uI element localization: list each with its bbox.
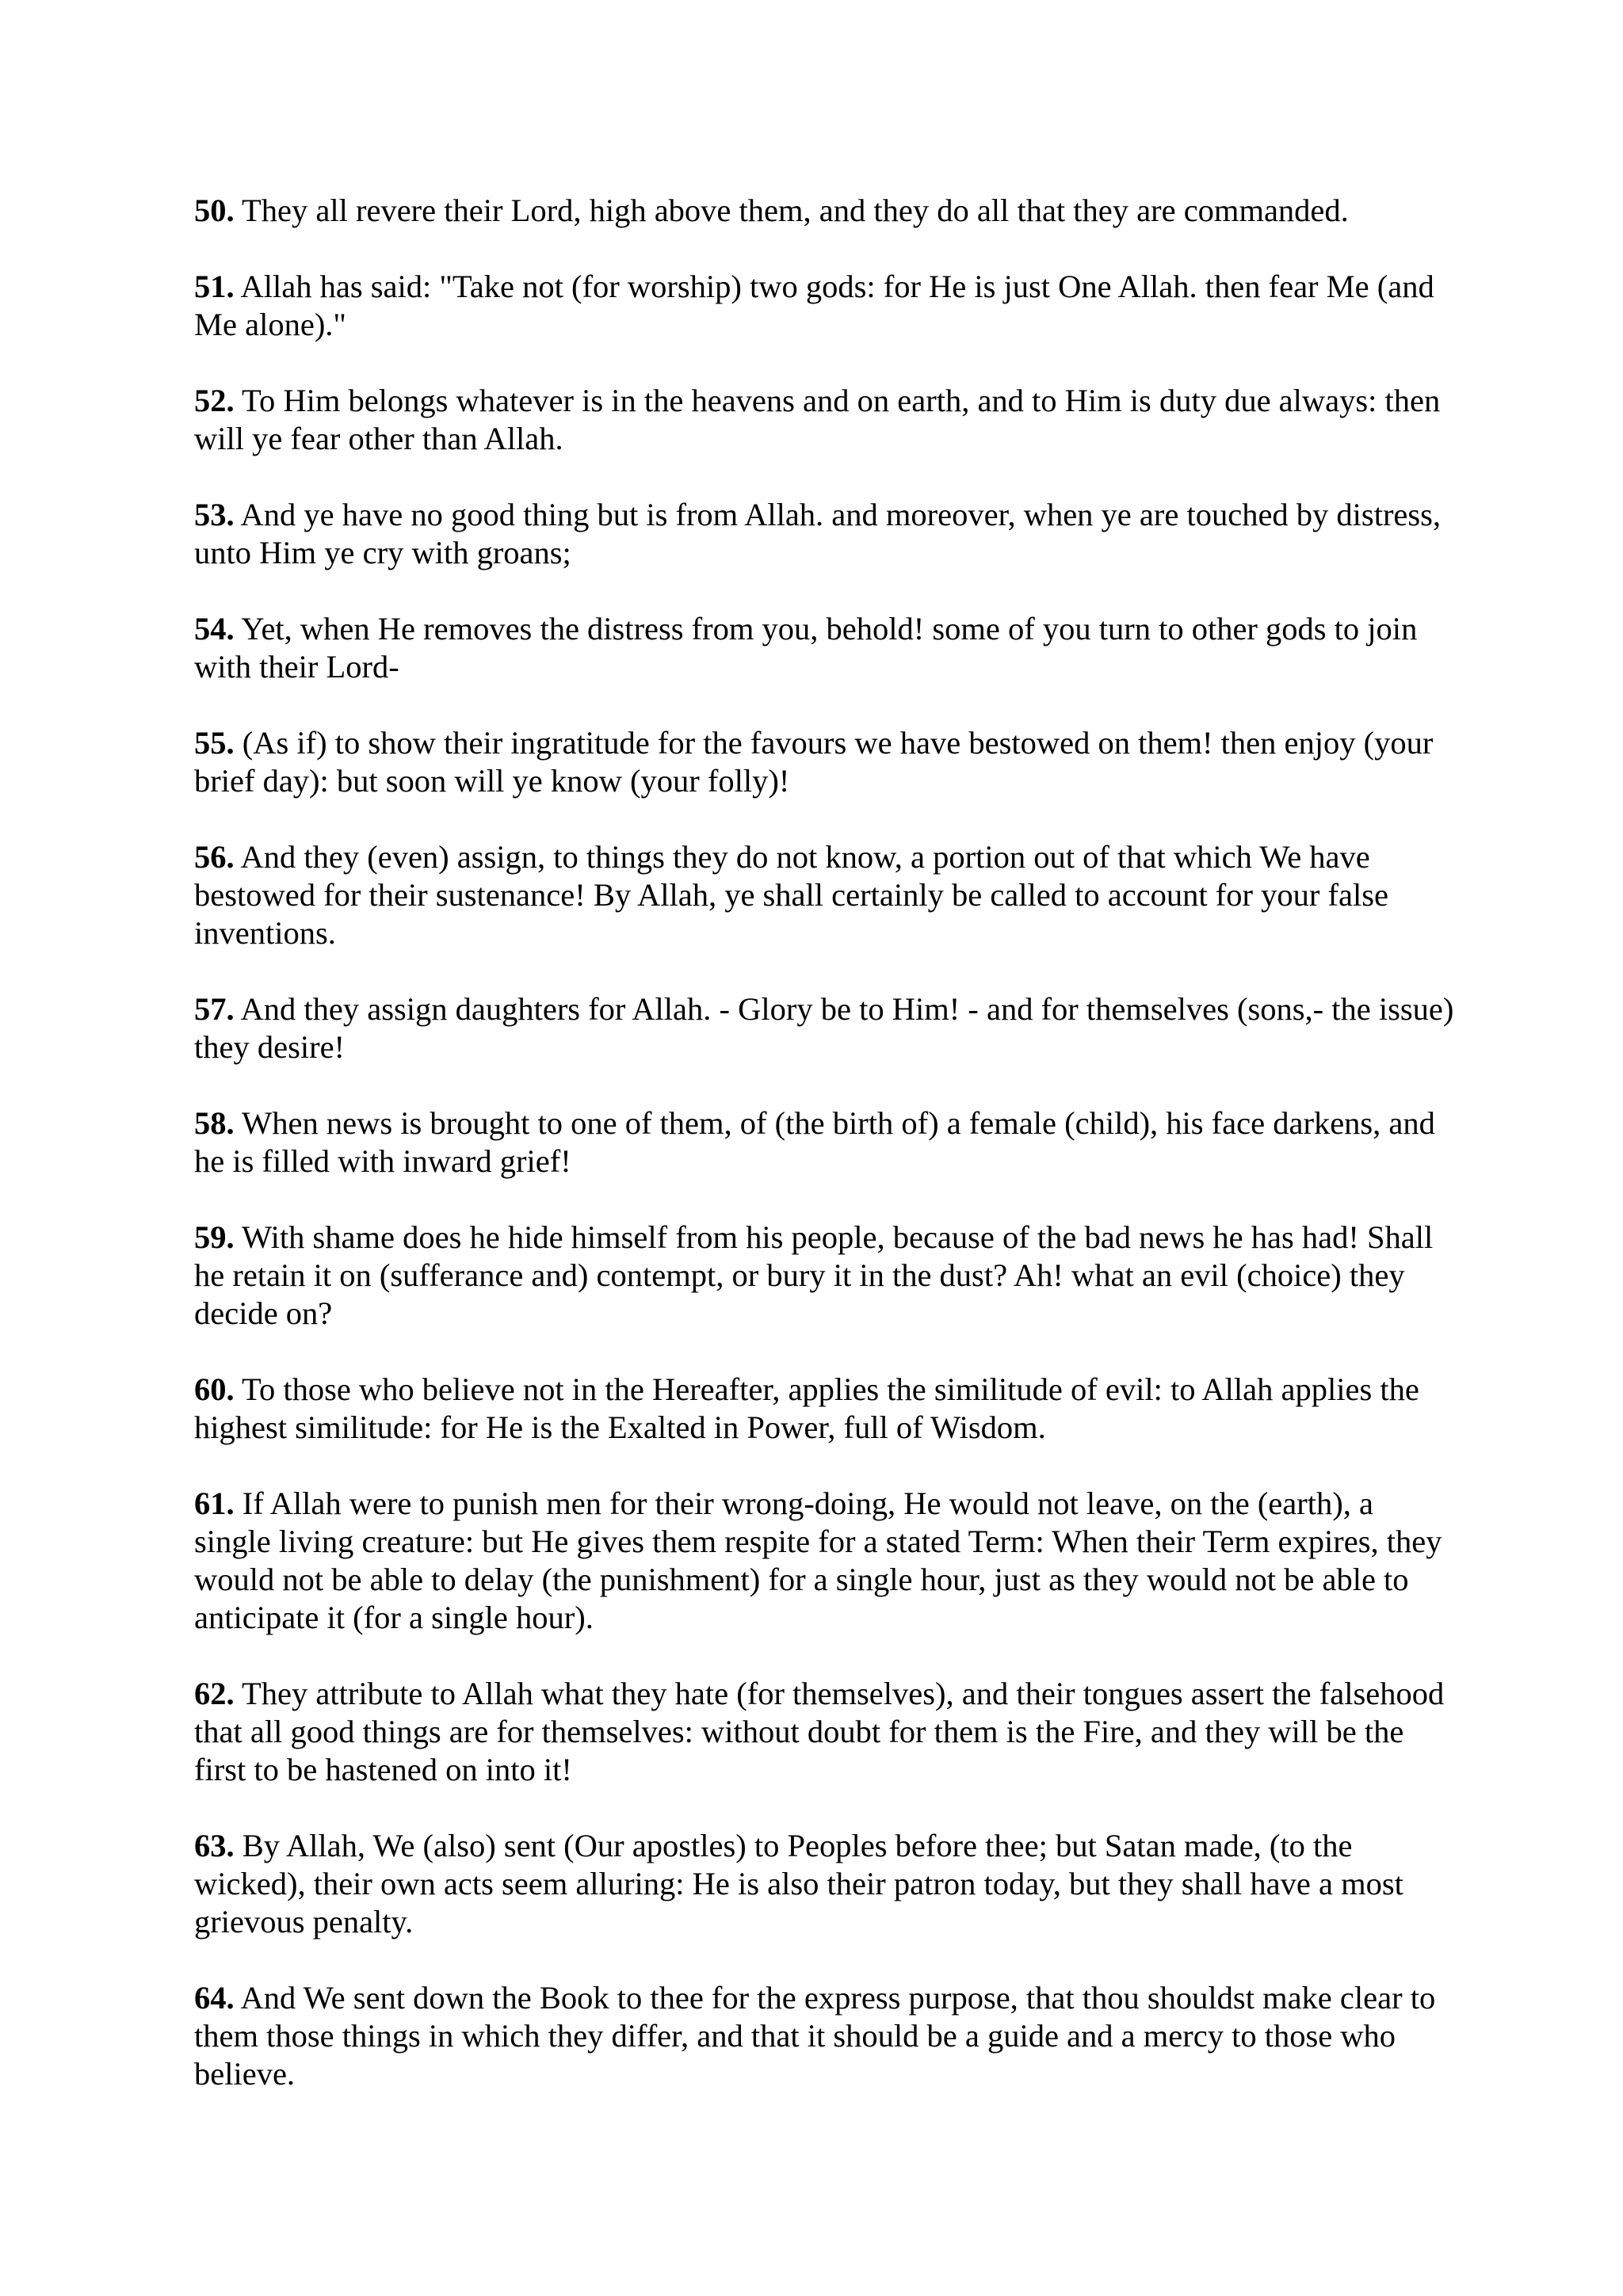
verse-number: 59.	[194, 1219, 235, 1255]
verse-58	[194, 1104, 1454, 1180]
verse-number: 53.	[194, 497, 235, 532]
verse-55	[194, 724, 1454, 800]
verse-list	[194, 192, 1454, 2131]
verse-text: To those who believe not in the Hereafter, applies the similitude of evil: to Allah applies the highest similitude: for He is the Exalted in Power, full of Wisdom.	[194, 1371, 1419, 1445]
verse-text: If Allah were to punish men for their wrong-doing, He would not leave, on the (earth), a single living creature: but He gives them respite for a stated Term: When their Term expires, they would not be able to delay (the punishment) for a single hour, just as they would not be able to anticipate it (for a single hour).	[194, 1486, 1442, 1635]
verse-52	[194, 382, 1454, 458]
verse-number: 55.	[194, 725, 235, 761]
verse-text: Yet, when He removes the distress from you, behold! some of you turn to other gods to join with their Lord-	[194, 611, 1418, 685]
verse-text: When news is brought to one of them, of (the birth of) a female (child), his face darkens, and he is filled with inward grief!	[194, 1105, 1435, 1179]
verse-62	[194, 1675, 1454, 1789]
verse-53	[194, 496, 1454, 572]
verse-57	[194, 990, 1454, 1066]
verse-text: They attribute to Allah what they hate (for themselves), and their tongues assert the falsehood that all good things are for themselves: without doubt for them is the Fire, and they will be the first to be hastened on into it!	[194, 1676, 1445, 1787]
verse-50	[194, 192, 1454, 230]
verse-51	[194, 268, 1454, 344]
verse-text: Allah has said: "Take not (for worship) two gods: for He is just One Allah. then fear Me (and Me alone)."	[194, 269, 1434, 342]
verse-54	[194, 610, 1454, 686]
verse-56	[194, 838, 1454, 952]
verse-number: 56.	[194, 839, 235, 875]
verse-63	[194, 1827, 1454, 1941]
verse-number: 52.	[194, 383, 235, 418]
verse-number: 51.	[194, 269, 235, 304]
verse-text: And they assign daughters for Allah. - Glory be to Him! - and for themselves (sons,- the issue) they desire!	[194, 991, 1454, 1065]
verse-text: They all revere their Lord, high above them, and they do all that they are commanded.	[242, 193, 1349, 228]
verse-text: And ye have no good thing but is from Allah. and moreover, when ye are touched by distress, unto Him ye cry with groans;	[194, 497, 1442, 570]
verse-number: 60.	[194, 1371, 235, 1407]
verse-number: 64.	[194, 1980, 235, 2016]
verse-text: By Allah, We (also) sent (Our apostles) to Peoples before thee; but Satan made, (to the wicked), their own acts seem alluring: He is also their patron today, but they shall have a most grievous penalty.	[194, 1828, 1403, 1939]
verse-number: 62.	[194, 1676, 235, 1711]
verse-number: 54.	[194, 611, 235, 646]
verse-64	[194, 1979, 1454, 2093]
verse-text: And they (even) assign, to things they do not know, a portion out of that which We have bestowed for their sustenance! By Allah, ye shall certainly be called to account for your false inventions.	[194, 839, 1388, 951]
verse-number: 50.	[194, 193, 235, 228]
verse-61	[194, 1485, 1454, 1637]
verse-59	[194, 1219, 1454, 1333]
verse-number: 61.	[194, 1486, 235, 1521]
verse-number: 63.	[194, 1828, 235, 1863]
verse-number: 58.	[194, 1105, 235, 1141]
verse-text: With shame does he hide himself from his people, because of the bad news he has had! Shall he retain it on (sufferance and) contempt, or bury it in the dust? Ah! what an evil (choice) they decide on?	[194, 1219, 1434, 1331]
verse-text: And We sent down the Book to thee for the express purpose, that thou shouldst make clear to them those things in which they differ, and that it should be a guide and a mercy to those who believe.	[194, 1980, 1436, 2092]
verse-number: 57.	[194, 991, 235, 1027]
verse-text: (As if) to show their ingratitude for the favours we have bestowed on them! then enjoy (your brief day): but soon will ye know (your folly)!	[194, 725, 1434, 799]
verse-60	[194, 1371, 1454, 1447]
verse-text: To Him belongs whatever is in the heavens and on earth, and to Him is duty due always: then will ye fear other than Allah.	[194, 383, 1441, 456]
